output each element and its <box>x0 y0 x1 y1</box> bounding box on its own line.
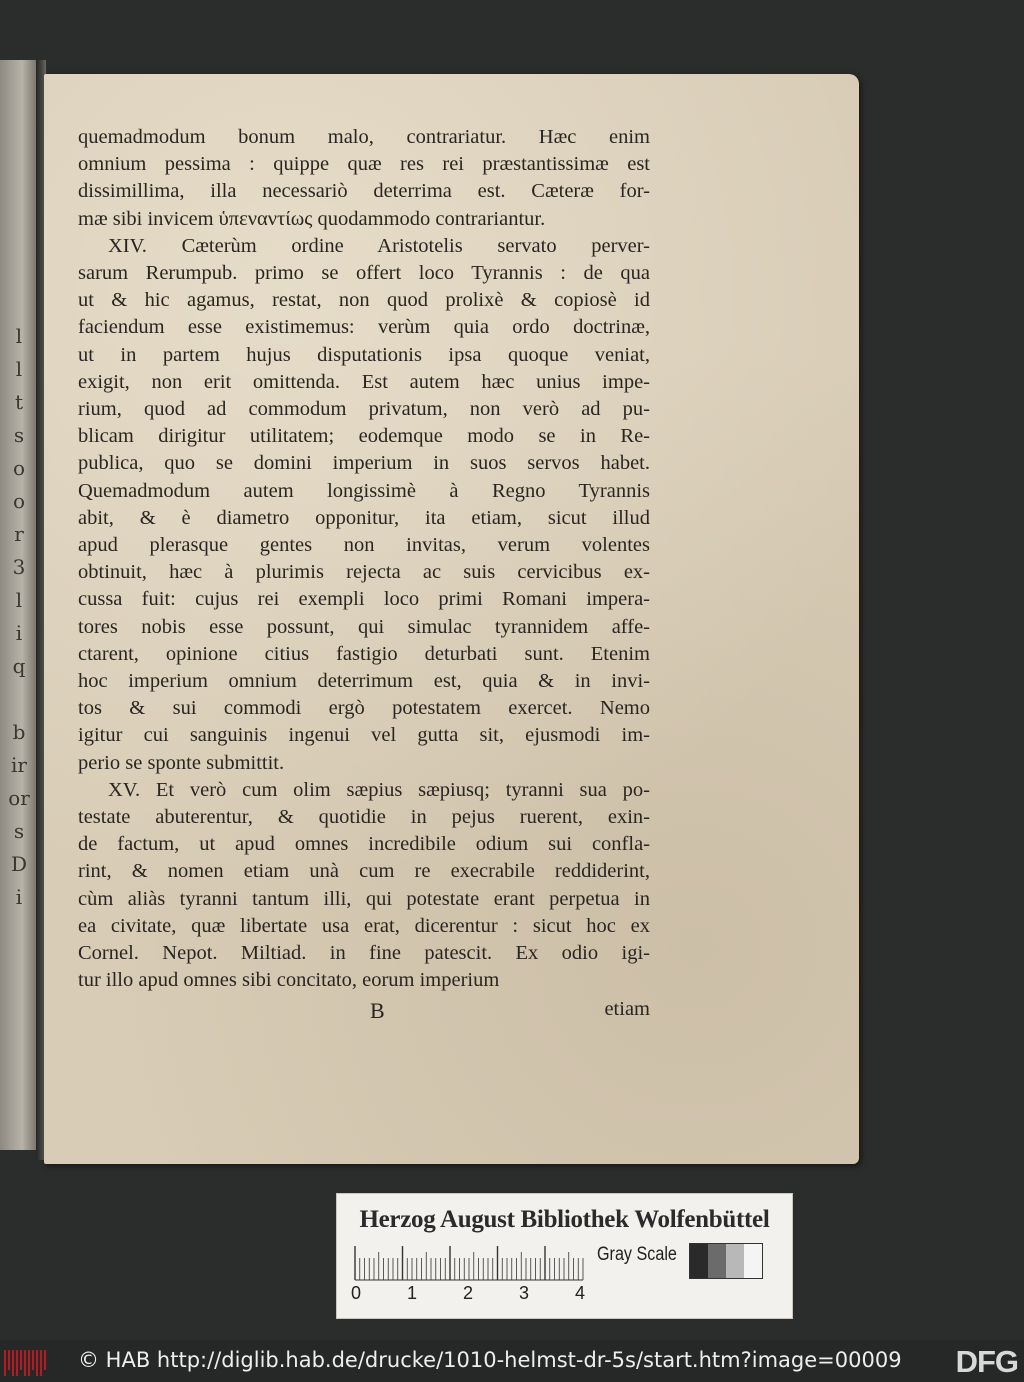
text-line: publica, quo se domini imperium in suos servos habet. <box>78 452 650 475</box>
barcode-bar <box>28 1350 30 1376</box>
text-line: obtinuit, hæc à plurimis rejecta ac suis cervicibus ex- <box>78 561 650 584</box>
text-line: ut in partem hujus disputationis ipsa quoque veniat, <box>78 343 650 366</box>
left-page-edge-text: l l t s o o r 3 l i q b ir or s D i <box>8 324 30 909</box>
text-line: omnium pessima : quippe quæ res rei præstantissimæ est <box>78 153 650 176</box>
text-line: de factum, ut apud omnes incredibile odium sui confla- <box>78 833 650 856</box>
text-line: igitur cui sanguinis ingenui vel gutta sit, ejusmodi im- <box>78 724 650 747</box>
text-line: abit, & è diametro opponitur, ita etiam, sicut illud <box>78 506 650 529</box>
text-line: cùm aliàs tyranni tantum illi, qui potestate erant perpetua in <box>78 887 650 910</box>
page-text <box>78 124 650 995</box>
gray-scale-swatches <box>689 1243 763 1279</box>
text-line: ut & hic agamus, restat, non quod prolixè & copiosè id <box>78 289 650 312</box>
text-line: tores nobis esse possunt, qui simulac tyrannidem affe- <box>78 615 650 638</box>
text-line: perio se sponte submittit. <box>78 751 285 774</box>
copyright-url[interactable]: © HAB http://diglib.hab.de/drucke/1010-helmst-dr-5s/start.htm?image=00009 <box>78 1348 902 1372</box>
gray-swatch <box>726 1244 744 1278</box>
gray-swatch <box>708 1244 726 1278</box>
text-line: Cornel. Nepot. Miltiad. in fine patescit. Ex odio igi- <box>78 942 650 965</box>
barcode-bar <box>32 1350 34 1370</box>
text-line: faciendum esse existimemus: verùm quia ordo doctrinæ, <box>78 316 650 339</box>
barcode-bar <box>20 1350 22 1370</box>
ruler-number: 3 <box>519 1283 530 1303</box>
text-line: exigit, non erit omittenda. Est autem hæc unius impe- <box>78 370 650 393</box>
signature-mark: B <box>370 998 385 1023</box>
library-label-title: Herzog August Bibliothek Wolfenbüttel <box>359 1206 770 1233</box>
text-line: rint, & nomen etiam unà cum re execrabile reddiderint, <box>78 860 650 883</box>
page-footer-row <box>78 998 650 1028</box>
text-line: sarum Rerumpub. primo se offert loco Tyrannis : de qua <box>78 262 650 285</box>
ruler-number: 0 <box>351 1283 362 1303</box>
viewer-footer <box>0 1340 1024 1382</box>
book-page <box>44 74 859 1164</box>
text-line: testate abuterentur, & quotidie in pejus ruerent, exin- <box>78 806 650 829</box>
dfg-logo: DFG <box>955 1344 1018 1379</box>
barcode-bar <box>36 1350 38 1376</box>
text-line: tur illo apud omnes sibi concitato, eorum imperium <box>78 969 500 992</box>
ruler-number: 1 <box>407 1283 418 1303</box>
barcode-bar <box>4 1350 6 1376</box>
text-line: blicam dirigitur utilitatem; eodemque modo se in Re- <box>78 425 650 448</box>
barcode-bar <box>12 1350 14 1376</box>
text-line: tos & sui commodi ergò potestatem exercet. Nemo <box>78 697 650 720</box>
text-line: cussa fuit: cujus rei exempli loco primi Romani impera- <box>78 588 650 611</box>
barcode-bar <box>40 1350 42 1376</box>
text-line: dissimillima, illa necessariò deterrima est. Cæteræ for- <box>78 180 650 203</box>
text-line: ea civitate, quæ libertate usa erat, dicerentur : sicut hoc ex <box>78 914 650 937</box>
catchword: etiam <box>604 998 650 1020</box>
text-line: quemadmodum bonum malo, contrariatur. Hæc enim <box>78 126 650 148</box>
text-line: XV. Et verò cum olim sæpius sæpiusq; tyranni sua po- <box>108 778 650 801</box>
gray-swatch <box>744 1244 762 1278</box>
measurement-ruler <box>351 1244 591 1284</box>
barcode-icon <box>4 1350 50 1376</box>
text-line: XIV. Cæterùm ordine Aristotelis servato perver- <box>108 234 650 257</box>
barcode-bar <box>16 1350 18 1376</box>
barcode-bar <box>24 1350 26 1376</box>
library-label <box>336 1193 793 1319</box>
text-line: mæ sibi invicem ὑπεναντίως quodammodo contrariantur. <box>78 207 546 230</box>
gray-swatch <box>690 1244 708 1278</box>
text-line: hoc imperium omnium deterrimum est, quia & in invi- <box>78 670 650 693</box>
text-line: rium, quod ad commodum privatum, non verò ad pu- <box>78 398 650 421</box>
text-line: apud plerasque gentes non invitas, verum volentes <box>78 534 650 557</box>
ruler-numbers <box>345 1283 585 1307</box>
left-page-edge <box>0 60 40 1150</box>
gray-scale-label: Gray Scale <box>597 1244 677 1265</box>
text-line: ctarent, opinione citius fastigio deturbati sunt. Etenim <box>78 642 650 665</box>
barcode-bar <box>8 1350 10 1370</box>
ruler-number: 2 <box>463 1283 474 1303</box>
barcode-bar <box>44 1350 46 1370</box>
ruler-number: 4 <box>575 1283 586 1303</box>
text-line: Quemadmodum autem longissimè à Regno Tyrannis <box>78 479 650 502</box>
